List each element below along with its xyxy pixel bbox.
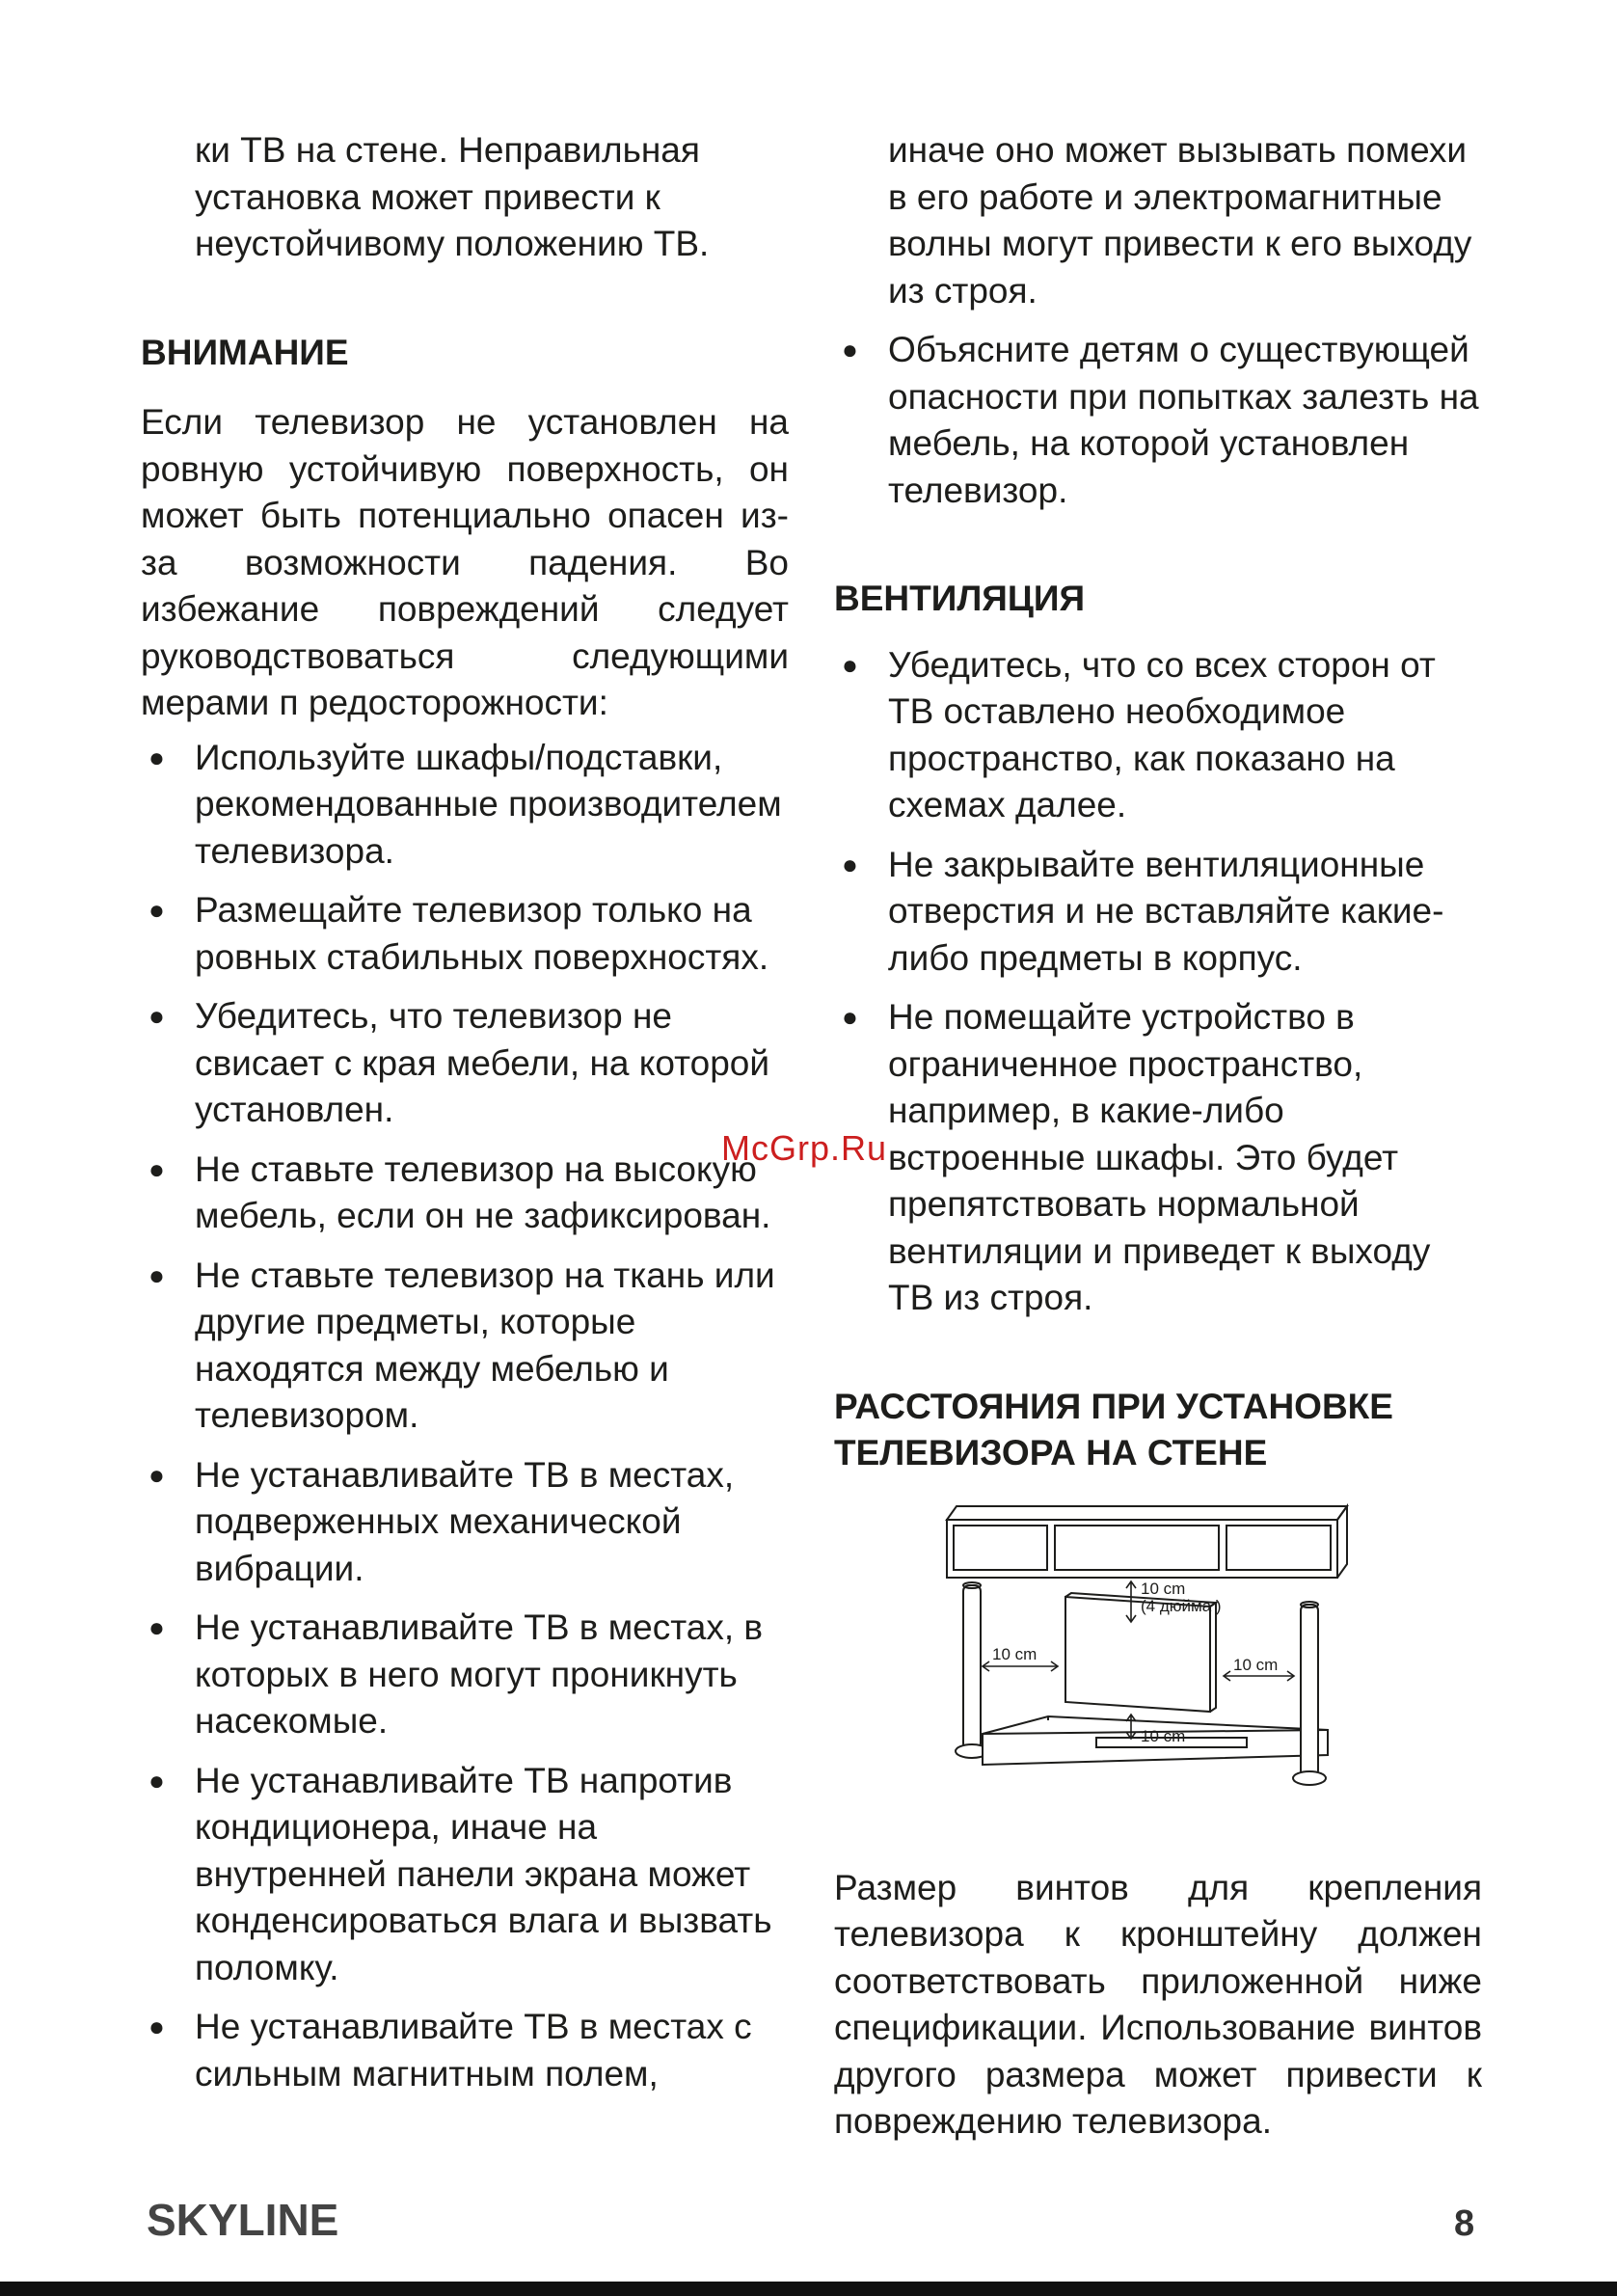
right-distance-label: 10 cm [1233, 1655, 1279, 1674]
list-item: ● Не устанавливайте ТВ в местах, в которых в него могут проникнуть насекомые. [141, 1605, 789, 1745]
top-distance-sublabel: (4 дюйма ) [1141, 1596, 1222, 1615]
bullet-icon: ● [148, 742, 165, 772]
screw-size-text: Размер винтов для крепления телевизора к кронштейну должен соответствовать приложенной ниже спецификации. Использование винтов другого размера может привести к повреждению телевизора. [834, 1867, 1482, 2141]
right-continuation-text: иначе оно может вызывать помехи в его работе и электромагнитные волны могут привести к его выходу из строя. [888, 130, 1472, 311]
left-distance-label: 10 cm [992, 1644, 1038, 1663]
bullet-icon: ● [148, 2012, 165, 2041]
right-speaker [1293, 1602, 1326, 1785]
wall-shelf-unit [947, 1506, 1347, 1578]
list-item: ● Убедитесь, что телевизор не свисает с края мебели, на которой установлен. [141, 993, 789, 1134]
distance-heading: РАССТОЯНИЯ ПРИ УСТАНОВКЕ ТЕЛЕВИЗОРА НА СТЕНЕ [834, 1386, 1393, 1472]
bottom-rule [0, 2282, 1617, 2296]
children-bullet-list [834, 327, 1482, 514]
bullet-icon: ● [148, 895, 165, 925]
brand-logo: SKYLINE [147, 2195, 339, 2245]
left-continuation-text: ки ТВ на стене. Неправильная установка может привести к неустойчивому положению ТВ. [195, 130, 710, 263]
watermark: McGrp.Ru [721, 1128, 888, 1168]
bullet-icon: ● [148, 1259, 165, 1290]
list-item: ● Не устанавливайте ТВ в местах с сильным магнитным полем, [141, 2004, 789, 2097]
list-item: ● Размещайте телевизор только на ровных стабильных поверхностях. [141, 887, 789, 981]
bullet-icon: ● [148, 1765, 165, 1796]
attention-intro: Если телевизор не установлен на ровную устойчивую поверхность, он может быть потенциально опасен из-за возможности падения. Во избежание повреждений следует руководствоваться следующими мерами п редосторожности: [141, 402, 789, 722]
right-column [834, 127, 1482, 2146]
list-item: ● Убедитесь, что со всех сторон от ТВ оставлено необходимое пространство, как показано на схемах далее. [834, 642, 1482, 829]
left-column [141, 127, 789, 2110]
left-speaker [956, 1582, 988, 1758]
attention-heading: ВНИМАНИЕ [141, 332, 349, 372]
page-number: 8 [1454, 2203, 1475, 2244]
list-item: ● Объясните детям о существующей опасности при попытках залезть на мебель, на которой установлен телевизор. [834, 327, 1482, 514]
bullet-icon: ● [148, 1001, 165, 1031]
list-item: ● Не ставьте телевизор на высокую мебель, если он не зафиксирован. [141, 1147, 789, 1240]
bottom-distance-label: 10 cm [1141, 1726, 1186, 1745]
ventilation-heading: ВЕНТИЛЯЦИЯ [834, 579, 1086, 618]
wall-mount-distance-diagram [942, 1502, 1351, 1807]
list-item: ● Используйте шкафы/подставки, рекомендованные производителем телевизора. [141, 735, 789, 876]
bullet-icon: ● [148, 1153, 165, 1184]
list-item: ● Не ставьте телевизор на ткань или другие предметы, которые находятся между мебелью и телевизором. [141, 1253, 789, 1440]
list-item: ● Не помещайте устройство в ограниченное пространство, например, в какие-либо встроенные шкафы. Это будет препятствовать нормальной вентиляции и приведет к выходу ТВ из строя. [834, 994, 1482, 1322]
bullet-icon: ● [148, 1459, 165, 1490]
bullet-icon: ● [842, 649, 858, 680]
top-distance-label: 10 cm [1141, 1579, 1186, 1598]
list-item: ● Не устанавливайте ТВ напротив кондиционера, иначе на внутренней панели экрана может конденсироваться влага и вызвать поломку. [141, 1758, 789, 1992]
bullet-icon: ● [842, 1002, 858, 1032]
list-item: ● Не закрывайте вентиляционные отверстия и не вставляйте какие-либо предметы в корпус. [834, 842, 1482, 983]
bullet-icon: ● [842, 335, 858, 365]
bullet-icon: ● [842, 849, 858, 879]
bullet-icon: ● [148, 1612, 165, 1642]
ventilation-bullet-list [834, 642, 1482, 1322]
attention-bullet-list [141, 735, 789, 2098]
list-item: ● Не устанавливайте ТВ в местах, подверженных механической вибрации. [141, 1452, 789, 1593]
